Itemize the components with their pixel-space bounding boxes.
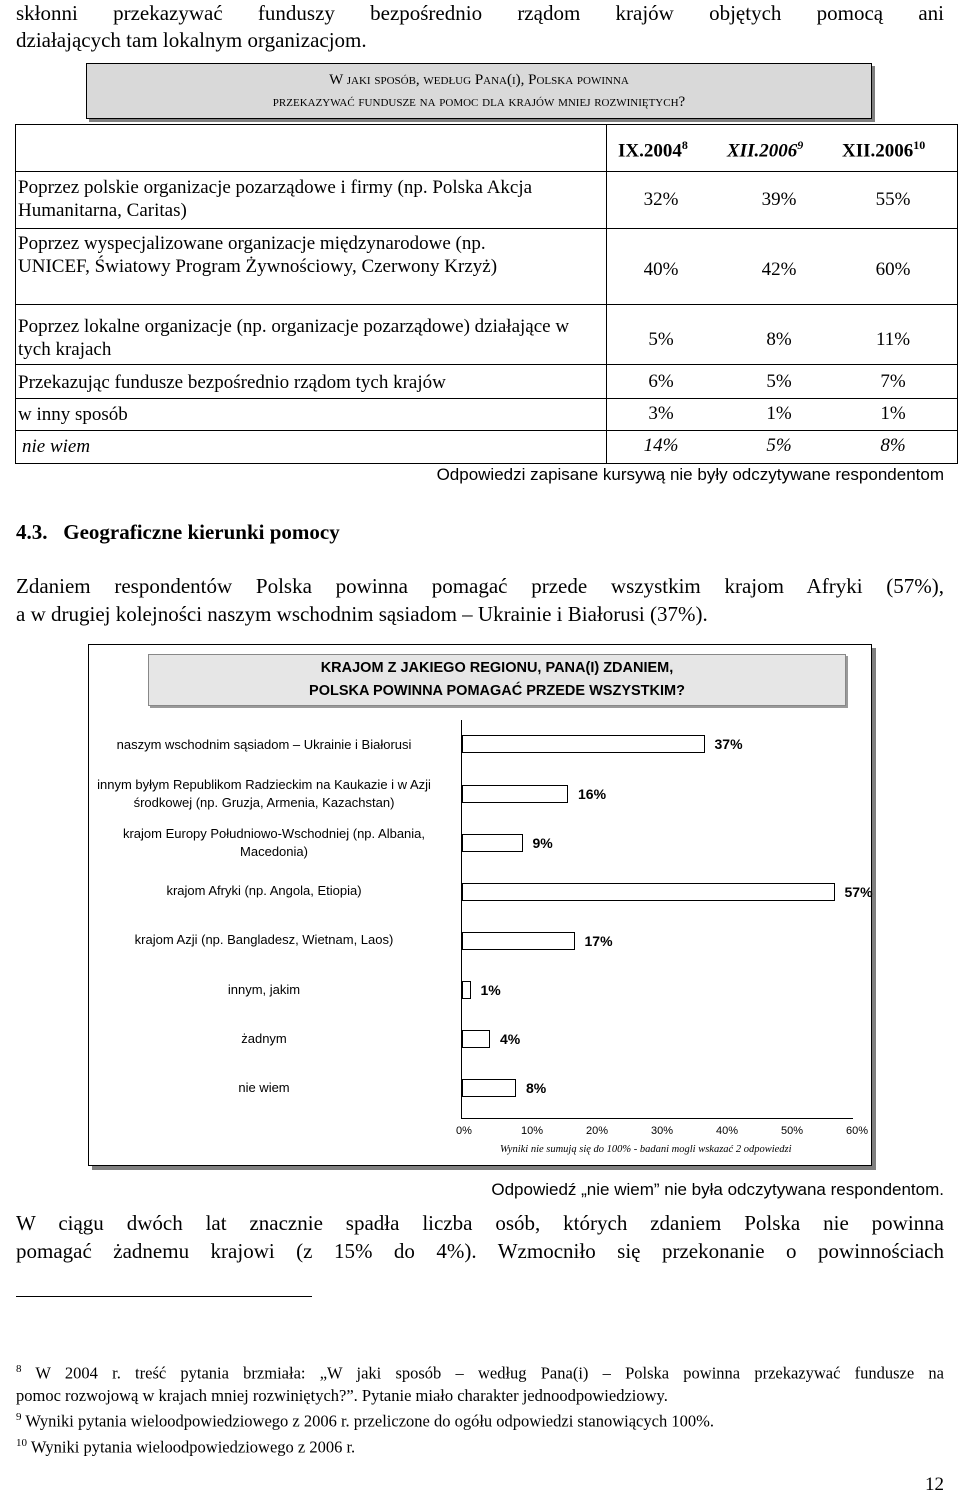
bar-value-label: 16% [578,786,607,802]
table-cell: 5% [648,329,674,350]
paragraph-2-line-1: W ciągu dwóch lat znacznie spadła liczba osób, których zdaniem Polska nie powinna [16,1211,944,1235]
bar-value-label: 4% [500,1031,521,1047]
intro-line-2: działających tam lokalnym organizacjom. [16,28,367,52]
table-row-label: nie wiem [22,436,91,457]
footnote-separator [16,1296,312,1297]
paragraph-1-line-2: a w drugiej kolejności naszym wschodnim sąsiadom – Ukrainie i Białorusi (37%). [16,602,708,626]
table-cell: 1% [766,403,792,424]
bar-value-label: 9% [532,835,553,851]
table-cell: 5% [766,371,792,392]
table-cell: 39% [761,189,797,210]
page-number: 12 [925,1474,944,1495]
header-xii-2006-b: XII.2006$^{10}$ [842,138,926,162]
intro-line-1: skłonni przekazywać funduszy bezpośrednio rządom krajów objętych pomocą ani [16,1,944,25]
footnote-8: $^8$ W 2004 r. treść pytania brzmiała: „W jaki sposób – według Pana(i) – Polska powinna przekazywać fundusze na pomoc rozwojową w krajach mniej rozwiniętych?”. Pytanie miało charakter jednoodpowiedziowy. [16,1363,944,1405]
footnote-10: $^{10}$ Wyniki pytania wieloodpowiedziowego z 2006 r. [16,1437,356,1457]
bar-value-label: 8% [526,1080,547,1096]
table-cell: 3% [648,403,674,424]
table-row-label: Poprzez polskie organizacje pozarządowe i firmy (np. Polska Akcja Humanitarna, Caritas) [18,177,533,221]
table-cell: 42% [761,259,797,280]
table-cell: 55% [875,189,911,210]
bar-6 [462,981,471,999]
table-cell: 7% [880,371,906,392]
y-axis [461,720,462,1118]
section-heading: 4.3. Geograficzne kierunki pomocy [16,520,340,544]
footnote-9: $^9$ Wyniki pytania wieloodpowiedziowego z 2006 r. przeliczone do ogółu odpowiedzi stanowiących 100%. [16,1411,714,1431]
bar-value-label: 1% [480,982,501,998]
table-cell: 40% [643,259,679,280]
category-label: żadnym [241,1031,287,1046]
table-note: Odpowiedzi zapisane kursywą nie były odczytywane respondentom [436,465,944,484]
x-tick-label: 50% [781,1125,804,1137]
table-cell: 1% [880,403,906,424]
chart-note: Wyniki nie sumują się do 100% - badani mogli wskazać 2 odpowiedzi [500,1144,792,1155]
table-row-label: w inny sposób [18,404,128,425]
bar-3 [462,834,523,852]
chart-title-line-2: POLSKA POWINNA POMAGAĆ PRZEDE WSZYSTKIM? [309,683,685,699]
bar-8 [462,1079,516,1097]
bar-value-label: 37% [714,736,743,752]
table-row-label: Poprzez wyspecjalizowane organizacje międzynarodowe (np. UNICEF, Światowy Program Żywnościowy, Czerwony Krzyż) [18,233,498,277]
question-line-2: przekazywać fundusze na pomoc dla krajów mniej rozwiniętych? [272,94,686,110]
x-tick-label: 20% [586,1125,609,1137]
x-tick-label: 30% [651,1125,674,1137]
table-cell: 60% [875,259,911,280]
category-label: innym, jakim [227,982,301,997]
table-cell: 11% [875,329,911,350]
category-label: krajom Europy Południowo-Wschodniej (np. Albania, Macedonia) [122,826,426,859]
bar-value-label: 17% [584,933,613,949]
x-tick-label: 10% [521,1125,544,1137]
x-tick-label: 40% [716,1125,739,1137]
table-row-label: Poprzez lokalne organizacje (np. organizacje pozarządowe) działające w tych krajach [18,316,570,360]
question-line-1: W jaki sposób, według Pana(i), Polska powinna [329,72,629,88]
table-cell: 6% [648,371,674,392]
table-cell: 5% [766,435,792,456]
chart-caption: Odpowiedź „nie wiem” nie była odczytywana respondentom. [491,1180,944,1199]
bar-value-label: 57% [844,884,873,900]
x-tick-label: 0% [456,1125,472,1137]
bar-4 [462,883,835,901]
category-label: naszym wschodnim sąsiadom – Ukrainie i Białorusi [116,737,412,752]
chart-title-line-1: KRAJOM Z JAKIEGO REGIONU, PANA(I) ZDANIEM, [320,660,674,676]
paragraph-1-line-1: Zdaniem respondentów Polska powinna pomagać przede wszystkim krajom Afryki (57%), [16,574,944,598]
bar-7 [462,1030,490,1048]
table-cell: 8% [766,329,792,350]
category-label: krajom Afryki (np. Angola, Etiopia) [166,883,362,898]
bar-2 [462,785,568,803]
table-cell: 32% [643,189,679,210]
x-axis [461,1118,853,1119]
paragraph-2-line-2: pomagać żadnemu krajowi (z 15% do 4%). Wzmocniło się przekonanie o powinnościach [16,1239,944,1263]
bar-1 [462,735,705,753]
category-label: nie wiem [238,1080,290,1095]
category-label: innym byłym Republikom Radzieckim na Kaukazie i w Azji środkowej (np. Gruzja, Armenia, Kazachstan) [97,777,431,810]
x-tick-label: 60% [846,1125,869,1137]
table-cell: 8% [880,435,906,456]
bar-5 [462,932,575,950]
header-xii-2006-a: XII.2006$^9$ [727,138,804,162]
table-cell: 14% [643,435,679,456]
table-row-label: Przekazując fundusze bezpośrednio rządom tych krajów [18,372,446,393]
category-label: krajom Azji (np. Bangladesz, Wietnam, Laos) [134,932,394,947]
header-ix-2004: IX.2004$^8$ [618,138,688,162]
